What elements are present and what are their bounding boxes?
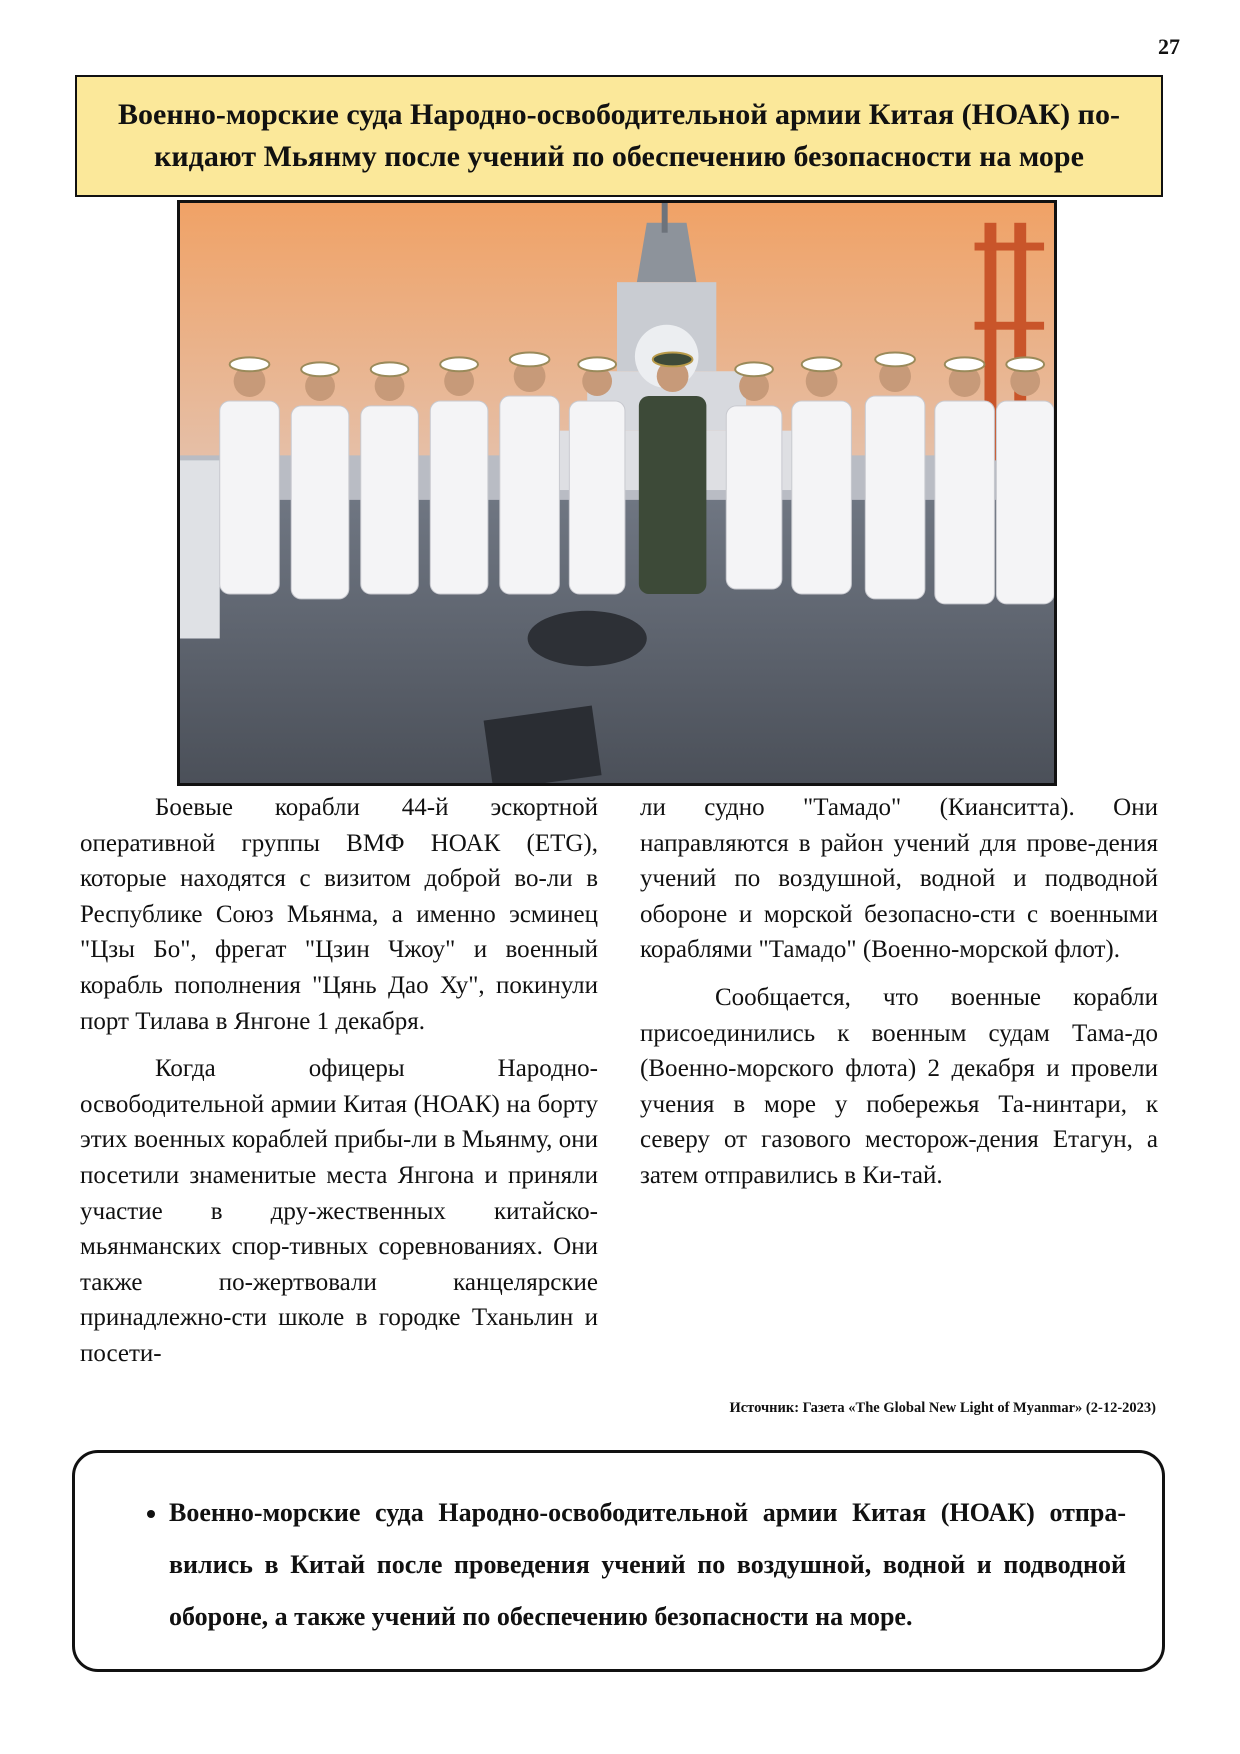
article-paragraph: Сообщается, что военные корабли присоединились к военным судам Тама-до (Военно-морского флота) 2 декабря и провели учения в море у побережья Та-нинтари, к северу от газового месторож-дения Етагун, а затем отправились в Ки-тай. bbox=[640, 983, 1158, 1189]
article-paragraph: Когда офицеры Народно-освободительной армии Китая (НОАК) на борту этих военных кораблей прибы-ли в Мьянму, они посетили знаменитые места Янгона и приняли участие в дру-жественных китайско-мьянманских спор-тивных соревнованиях. Они также по-жертвовали канцелярские принадлежно-сти школе в городке Тханьлин и посети- bbox=[80, 1055, 598, 1367]
page-number: 27 bbox=[1158, 34, 1180, 59]
article-paragraph: Боевые корабли 44-й эскортной оперативной группы ВМФ НОАК (ETG), которые находятся с визитом доброй во-ли в Республике Союз Мьянма, а именно эсминец "Цзы Бо", фрегат "Цзин Чжоу" и военный корабль пополнения "Цянь Дао Ху", покинули порт Тилава в Янгоне 1 декабря. bbox=[80, 794, 598, 1035]
source-credit: Источник: Газета «The Global New Light of Myanmar» (2-12-2023) bbox=[729, 1400, 1156, 1416]
article-column-right bbox=[640, 790, 1158, 1206]
summary-list bbox=[115, 1487, 1126, 1643]
article-paragraph: ли судно "Тамадо" (Кианситта). Они направляются в район учений для прове-дения учений по воздушной, водной и подводной обороне и морской безопасно-сти с военными кораблями "Тамадо" (Военно-морской флот). bbox=[640, 794, 1158, 964]
article-column-left bbox=[80, 790, 598, 1384]
summary-bullet: • Военно-морские суда Народно-освободительной армии Китая (НОАК) отпра-вились в Китай после проведения учений по воздушной, водной и подводной обороне, а также учений по обеспечению безопасности на море. bbox=[169, 1487, 1126, 1643]
summary-box bbox=[72, 1450, 1165, 1672]
page-title: Военно-морские суда Народно-освободительной армии Китая (НОАК) по-кидают Мьянму после учений по обеспечению безопасности на море bbox=[118, 98, 1120, 173]
title-box bbox=[75, 75, 1163, 197]
group-photo-icon bbox=[180, 203, 1054, 783]
article-photo bbox=[177, 200, 1057, 786]
